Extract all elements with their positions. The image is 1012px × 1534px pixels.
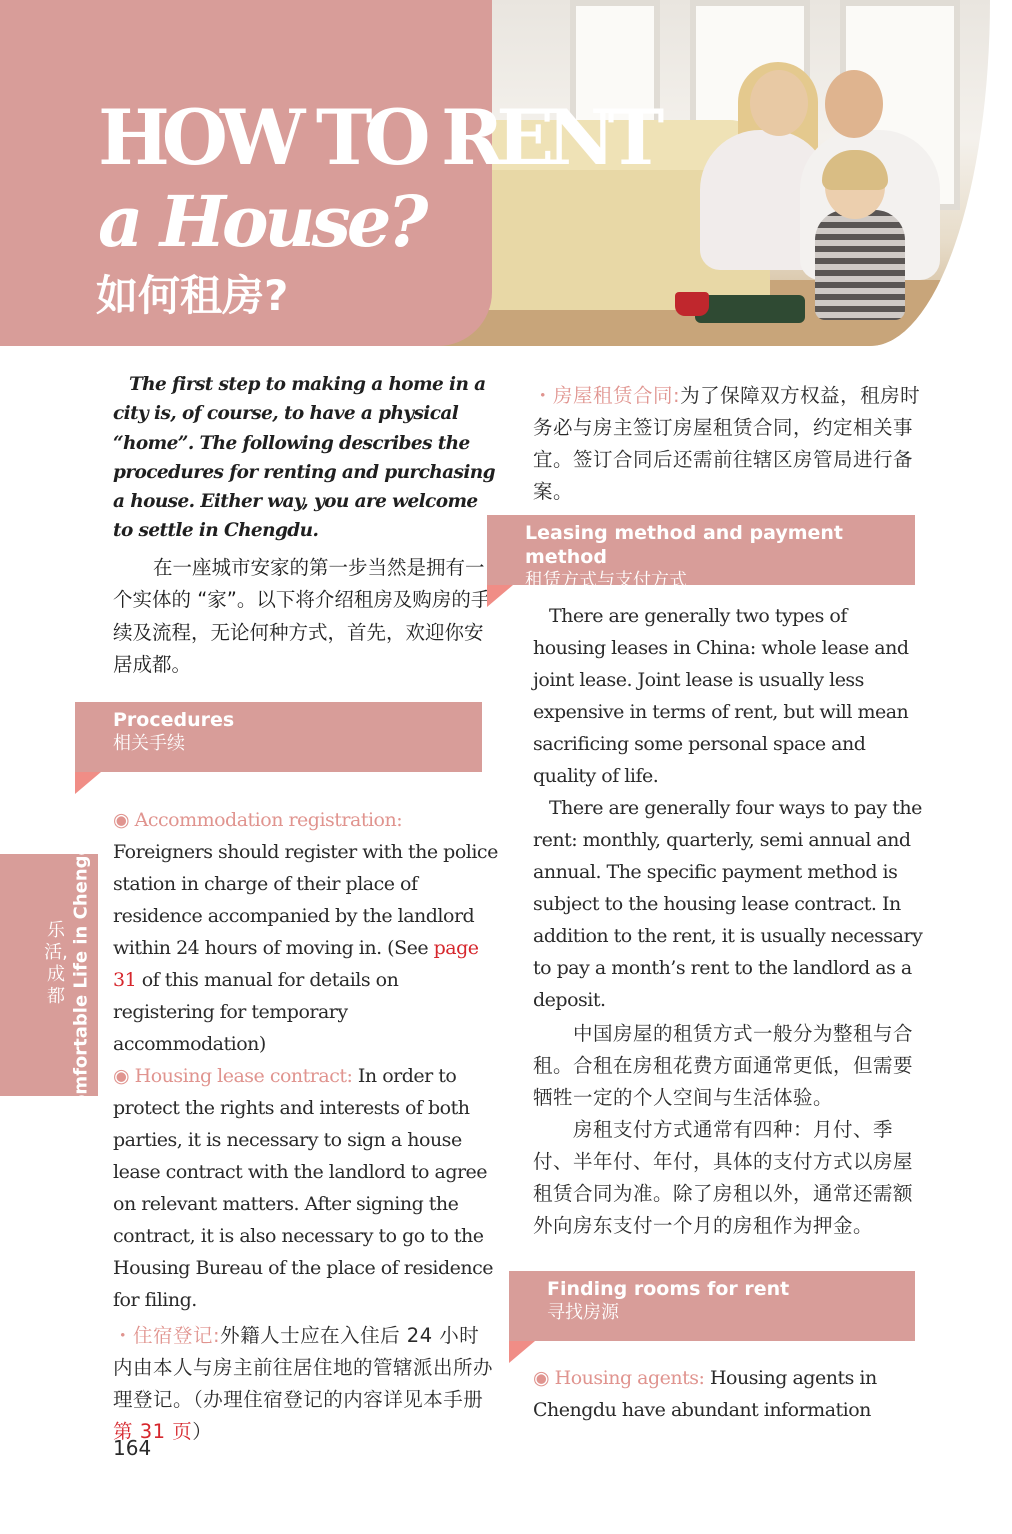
page-title-cn: 如何租房? (96, 271, 289, 320)
side-tab-cn: 乐活,成都 (44, 920, 68, 1007)
accommodation-text-2: of this manual for details on registering for temporary accommodation) (113, 968, 399, 1055)
left-column (113, 370, 498, 1448)
page-31-link-cn[interactable]: 第 31 页 (113, 1419, 193, 1443)
section-banner-leasing (487, 515, 915, 591)
banner-title-en: Procedures (113, 709, 235, 731)
accommodation-text-1: Foreigners should register with the police station in charge of their place of residence accompanied by the landlord within 24 hours of moving in. (See (113, 840, 498, 959)
lease-text-cn: 为了保障双方权益，租房时务必与房主签订房屋租赁合同，约定相关事宜。签订合同后还需前往辖区房管局进行备案。 (533, 384, 921, 503)
leasing-p4-cn: 房租支付方式通常有四种：月付、季付、半年付、年付，具体的支付方式以房屋租赁合同为准。除了房租以外，通常还需额外向房东支付一个月的房租作为押金。 (533, 1118, 914, 1237)
section-banner-procedures (75, 702, 482, 772)
child-body (815, 210, 905, 320)
banner-title-cn: 寻找房源 (547, 1302, 619, 1323)
leasing-p1: There are generally two types of housing leases in China: whole lease and joint lease. Joint lease is usually less expensive in terms of rent, but will mean sacrificing some personal space and quality of life. (533, 605, 909, 787)
page-title: HOW TO RENT (98, 93, 657, 182)
bullet-icon: ◉ (113, 808, 130, 831)
accommodation-registration-cn (113, 1320, 498, 1448)
page-subtitle: a House? (98, 180, 425, 263)
lease-text: In order to protect the rights and interests of both parties, it is necessary to sign a house lease contract with the landlord to agree on relevant matters. After signing the contract, it is also necessary to go to the Housing Bureau of the place of residence for filing. (113, 1064, 493, 1311)
intro-cn: 在一座城市安家的第一步当然是拥有一个实体的 “家”。以下将介绍租房及购房的手续及流程，无论何种方式，首先，欢迎你安居成都。 (113, 555, 491, 677)
housing-agents (533, 1362, 923, 1426)
finding-section (533, 1362, 923, 1426)
banner-title-en: Finding rooms for rent (547, 1278, 790, 1300)
page-number: 164 (113, 1436, 152, 1460)
intro-en: The first step to making a home in a city is, of course, to have a physical “home”. The following describes the procedures for renting and purchasing a house. Either way, you are welcome to settle in Chengdu. (113, 374, 495, 542)
accommodation-text-cn-2: ） (192, 1419, 213, 1443)
tray (695, 295, 805, 323)
lease-label-cn: 房屋租赁合同: (553, 384, 681, 407)
bullet-icon: ・ (113, 1323, 134, 1347)
bullet-icon: ◉ (113, 1064, 130, 1087)
page-31-link[interactable]: page 31 (113, 936, 479, 991)
lease-label: Housing lease contract: (134, 1064, 353, 1087)
housing-agents-text: Housing agents in Chengdu have abundant information (533, 1367, 877, 1421)
accommodation-registration (113, 804, 498, 1060)
bullet-icon: ・ (533, 384, 554, 407)
leasing-p2: There are generally four ways to pay the rent: monthly, quarterly, semi annual and annual. The specific payment method is subject to the housing lease contract. In addition to the rent, it is usually necessary to pay a month’s rent to the landlord as a deposit. (533, 797, 923, 1011)
accommodation-text-cn-1: 外籍人士应在入住后 24 小时内由本人与房主前往居住地的管辖派出所办理登记。（办理住宿登记的内容详见本手册 (113, 1323, 494, 1411)
mother-head (750, 70, 808, 136)
red-mug (675, 292, 709, 316)
housing-lease-contract (113, 1060, 498, 1316)
banner-title-cn: 相关手续 (113, 733, 185, 754)
father-head (825, 70, 883, 138)
side-tab-en: Comfortable Life in Chengdu (70, 829, 92, 1121)
bullet-icon: ◉ (533, 1367, 550, 1389)
banner-title-en: Leasing method and payment method (525, 522, 844, 568)
leasing-p3-cn: 中国房屋的租赁方式一般分为整租与合租。合租在房租花费方面通常更低，但需要牺牲一定的个人空间与生活体验。 (533, 1022, 914, 1109)
right-column (533, 380, 923, 1242)
accommodation-label: Accommodation registration: (134, 808, 403, 831)
housing-agents-label: Housing agents: (554, 1367, 705, 1389)
banner-title-cn: 租赁方式与支付方式 (525, 570, 687, 591)
section-banner-finding (509, 1271, 915, 1341)
lease-contract-cn (533, 380, 923, 508)
accommodation-label-cn: 住宿登记: (133, 1323, 221, 1347)
